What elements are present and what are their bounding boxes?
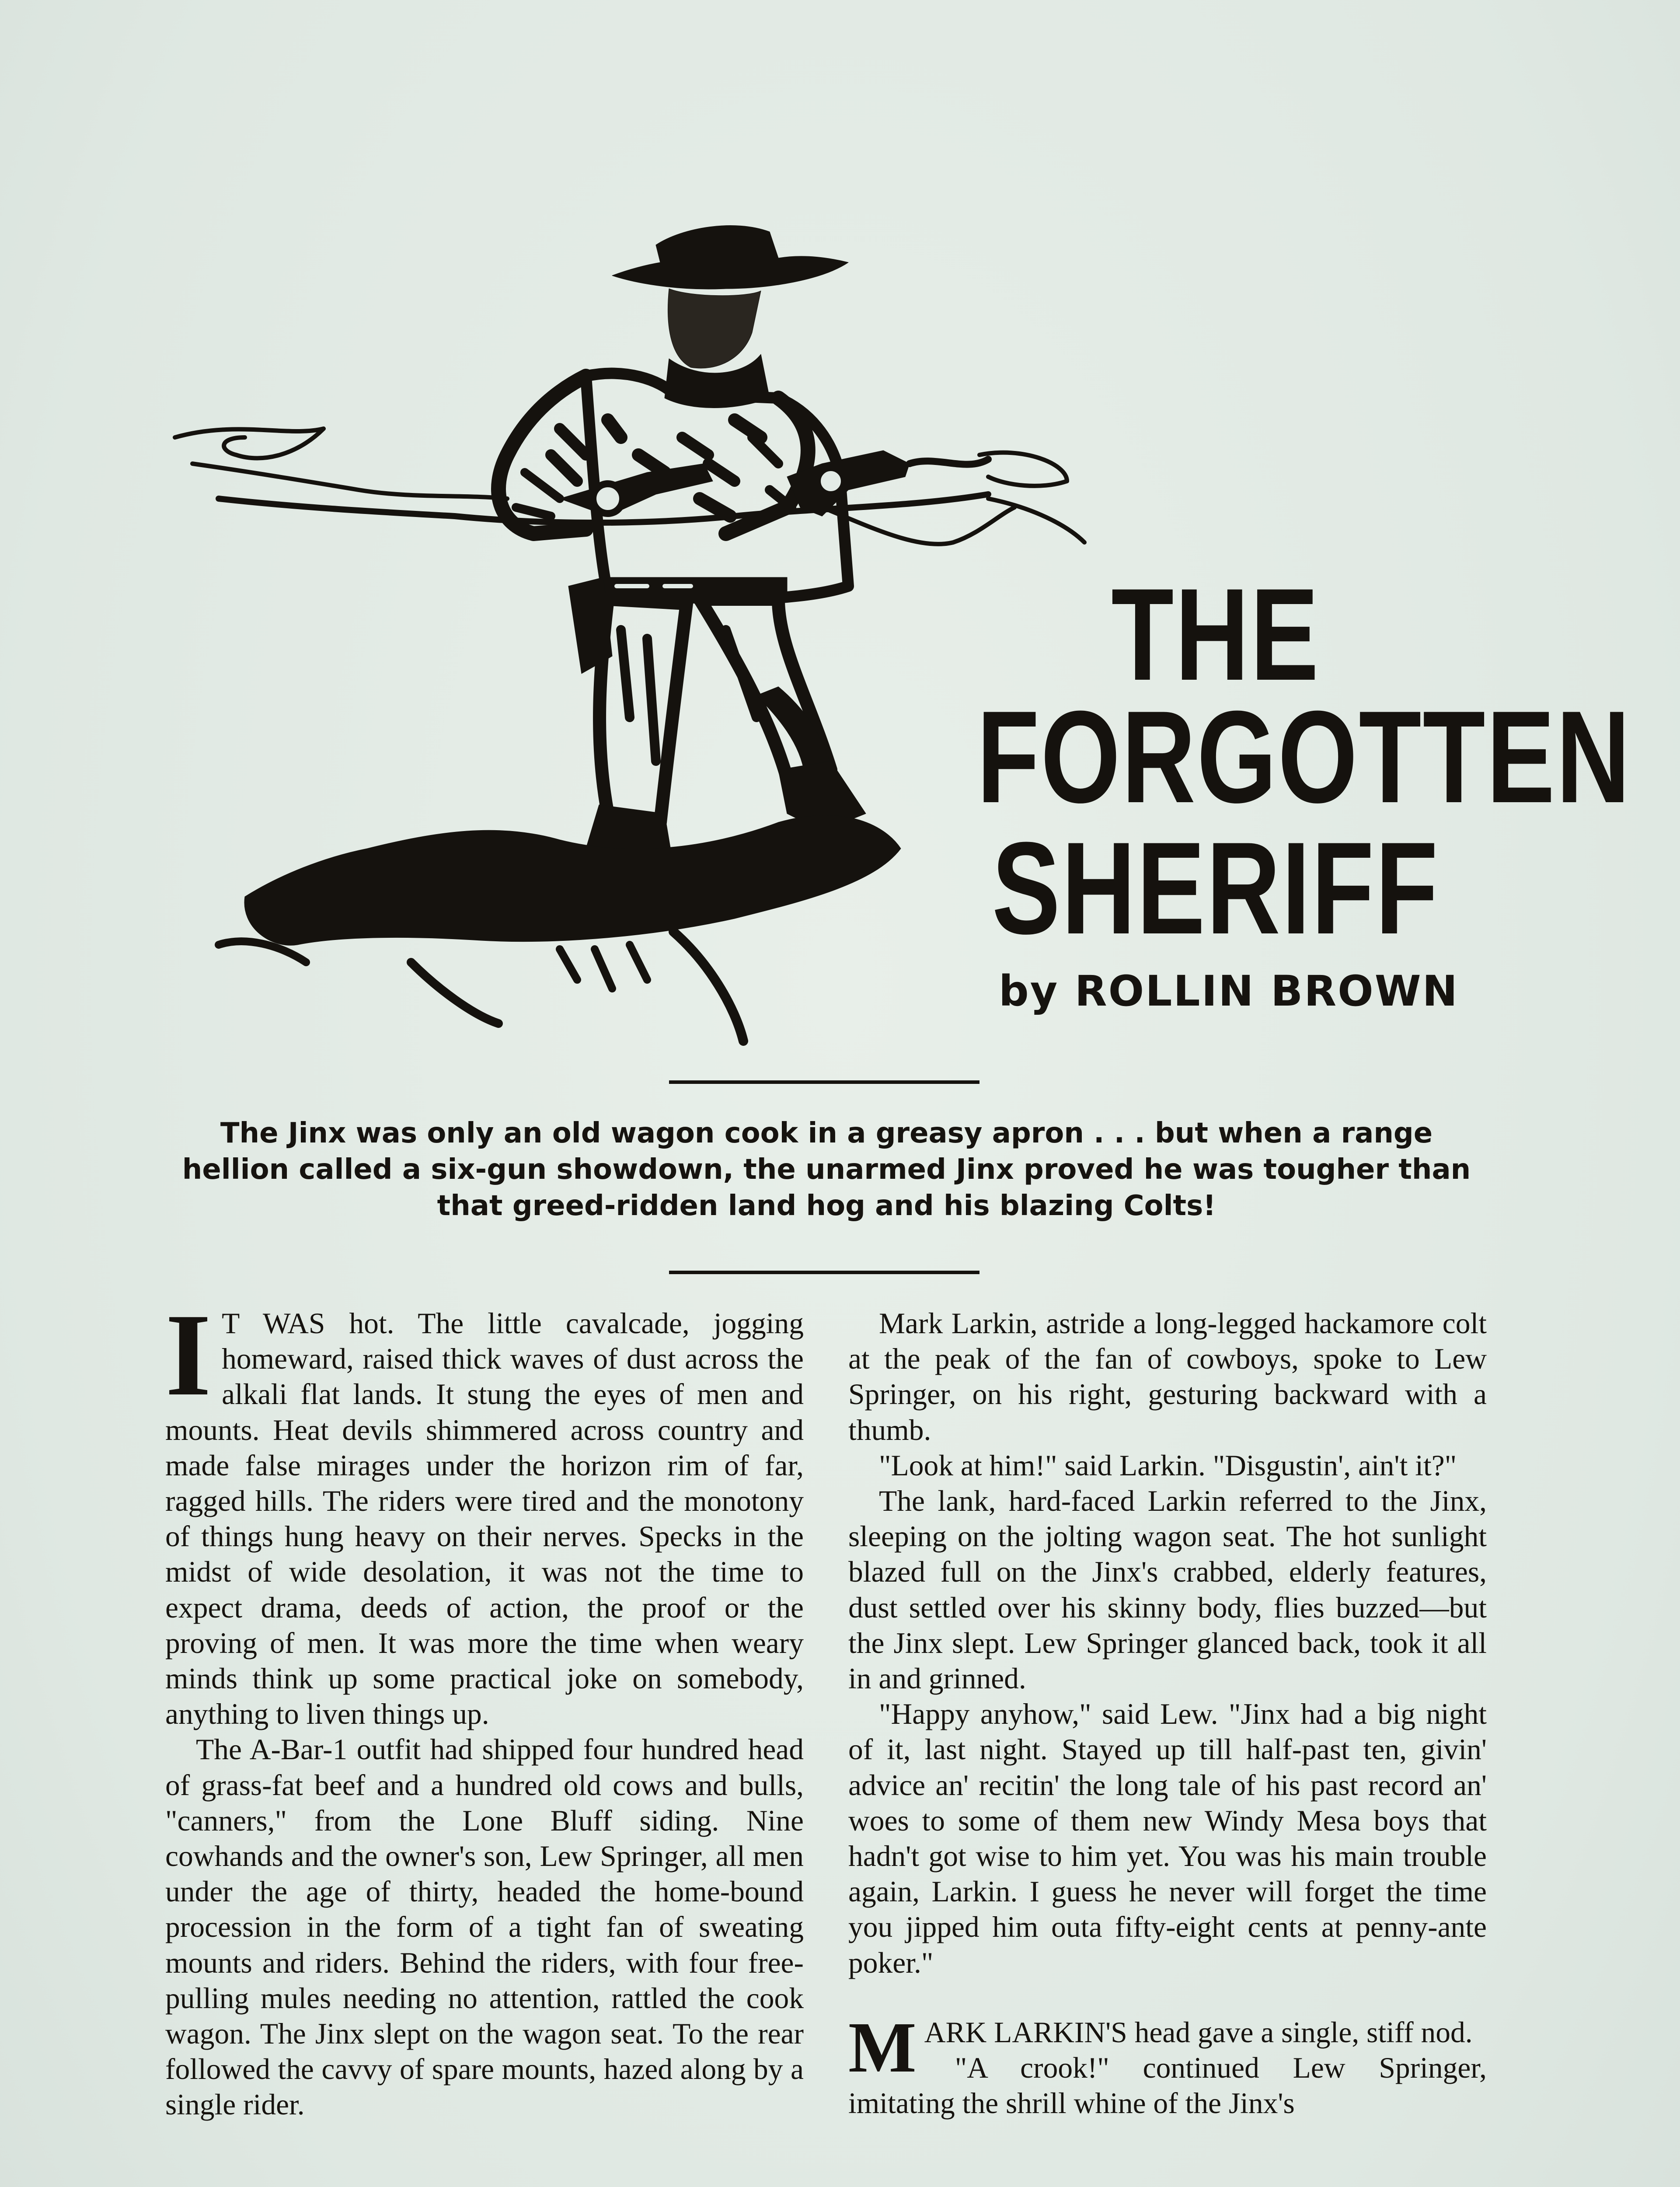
- paragraph-text: T WAS hot. The little cavalcade, jogging homeward, raised thick waves of dust across the alkali flat lands. It stung the eyes of men and mounts. Heat devils shimmered across country and made false mirages under the horizon rim of far, ragged hills. The riders were tired and the monotony of things hung heavy on their nerves. Specks in the midst of wide desolation, it was not the time to expect drama, deeds of action, the proof or the proving of men. It was more the time when weary minds think up some practical joke on somebody, anything to liven things up.: [165, 1307, 804, 1731]
- byline: by ROLLIN BROWN: [998, 967, 1459, 1016]
- paragraph: Mark Larkin, astride a long-legged hackamore colt at the peak of the fan of cowboys, spoke to Lew Springer, on his right, gesturing backward with a thumb.: [848, 1307, 1487, 1446]
- paragraph: The A-Bar-1 outfit had shipped four hundred head of grass-fat beef and a hundred old cows and bulls, "canners," from the Lone Bluff siding. Nine cowhands and the owner's son, Lew Springer, all men under the age of thirty, headed the home-bound procession in the form of a tight fan of sweating mounts and riders. Behind the riders, with four free-pulling mules needing no attention, rattled the cook wagon. The Jinx slept on the wagon seat. To the rear followed the cavvy of spare mounts, hazed along by a single rider.: [165, 1733, 804, 2121]
- body-column-right: [848, 1306, 1487, 2121]
- paragraph-text: ARK LARKIN'S head gave a single, stiff nod.: [924, 2016, 1473, 2049]
- story-title-line-1: THE: [1111, 561, 1320, 708]
- story-title-line-3: SHERIFF: [992, 814, 1440, 961]
- paragraph: The lank, hard-faced Larkin referred to the Jinx, sleeping on the jolting wagon seat. The hot sunlight blazed full on the Jinx's crabbed, elderly features, dust settled over his skinny body, flies buzzed—but the Jinx slept. Lew Springer glanced back, took it all in and grinned.: [848, 1485, 1487, 1695]
- story-title-line-2: FORGOTTEN: [977, 683, 1631, 830]
- paragraph: "Look at him!" said Larkin. "Disgustin', ain't it?": [879, 1449, 1457, 1482]
- story-blurb: The Jinx was only an old wagon cook in a greasy apron . . . but when a range hellion called a six-gun showdown, the unarmed Jinx proved he was tougher than that greed-ridden land hog and his blazing Colts!: [182, 1117, 1471, 1222]
- drop-cap: M: [848, 2007, 917, 2087]
- body-column-left: [165, 1289, 804, 2123]
- drop-cap: I: [165, 1289, 212, 1420]
- paragraph: [165, 1289, 804, 1732]
- divider-top: [669, 1080, 979, 1084]
- paragraph: "A crook!" continued Lew Springer, imitating the shrill whine of the Jinx's: [848, 2051, 1487, 2120]
- divider-bottom: [669, 1271, 979, 1274]
- paragraph: "Happy anyhow," said Lew. "Jinx had a big night of it, last night. Stayed up till half-past ten, givin' advice an' recitin' the long tale of his past record an' woes to some of them new Windy Mesa boys that hadn't got wise to him yet. You was his main trouble again, Larkin. I guess he never will forget the time you jipped him outa fifty-eight cents at penny-ante poker.": [848, 1698, 1487, 1979]
